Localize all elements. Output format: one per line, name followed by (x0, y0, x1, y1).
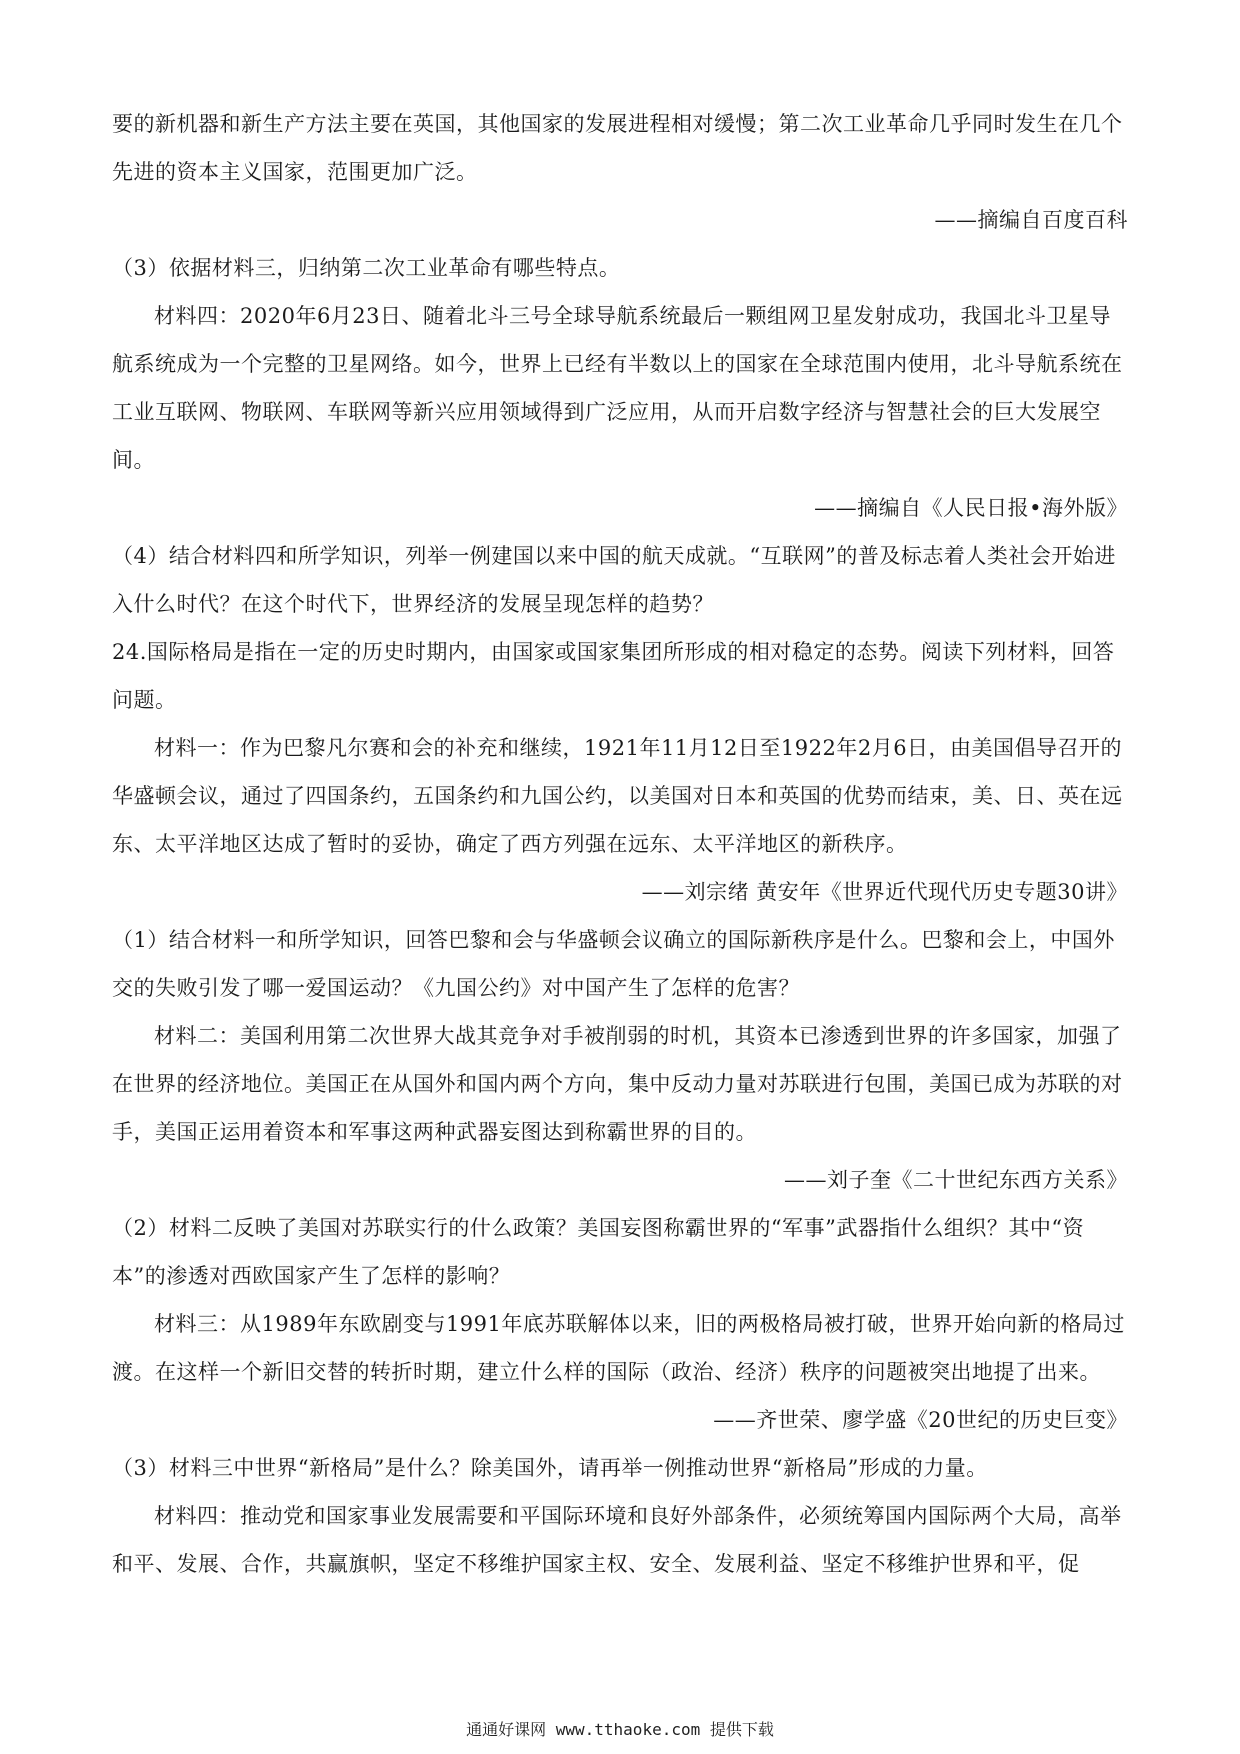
document-body (112, 100, 1128, 1588)
paragraph: 材料四：推动党和国家事业发展需要和平国际环境和良好外部条件，必须统筹国内国际两个大局，高举和平、发展、合作，共赢旗帜，坚定不移维护国家主权、安全、发展利益、坚定不移维护世界和平，促 (112, 1504, 1122, 1576)
paragraph: 材料二：美国利用第二次世界大战其竞争对手被削弱的时机，其资本已渗透到世界的许多国家，加强了在世界的经济地位。美国正在从国外和国内两个方向，集中反动力量对苏联进行包围，美国已成为苏联的对手，美国正运用着资本和军事这两种武器妄图达到称霸世界的目的。 (112, 1024, 1123, 1144)
page-footer: 通通好课网 www.tthaoke.com 提供下载 (466, 1720, 774, 1739)
paragraph: 材料一：作为巴黎凡尔赛和会的补充和继续，1921年11月12日至1922年2月6日，由美国倡导召开的华盛顿会议，通过了四国条约，五国条约和九国公约，以美国对日本和英国的优势而结束，美、日、英在远东、太平洋地区达成了暂时的妥协，确定了西方列强在远东、太平洋地区的新秩序。 (112, 736, 1123, 856)
source-citation: ——摘编自百度百科 (934, 208, 1128, 232)
paragraph: （1）结合材料一和所学知识，回答巴黎和会与华盛顿会议确立的国际新秩序是什么。巴黎和会上，中国外交的失败引发了哪一爱国运动？《九国公约》对中国产生了怎样的危害？ (112, 928, 1115, 1000)
source-citation: ——摘编自《人民日报•海外版》 (814, 496, 1128, 520)
paragraph: 材料三：从1989年东欧剧变与1991年底苏联解体以来，旧的两极格局被打破，世界开始向新的格局过渡。在这样一个新旧交替的转折时期，建立什么样的国际（政治、经济）秩序的问题被突出地提了出来。 (112, 1312, 1125, 1384)
paragraph: 要的新机器和新生产方法主要在英国，其他国家的发展进程相对缓慢；第二次工业革命几乎同时发生在几个先进的资本主义国家，范围更加广泛。 (112, 112, 1123, 184)
source-citation: ——刘宗绪 黄安年《世界近代现代历史专题30讲》 (641, 880, 1128, 904)
source-citation: ——齐世荣、廖学盛《20世纪的历史巨变》 (713, 1408, 1128, 1432)
paragraph: 材料四：2020年6月23日、随着北斗三号全球导航系统最后一颗组网卫星发射成功，我国北斗卫星导航系统成为一个完整的卫星网络。如今，世界上已经有半数以上的国家在全球范围内使用，北斗导航系统在工业互联网、物联网、车联网等新兴应用领域得到广泛应用，从而开启数字经济与智慧社会的巨大发展空间。 (112, 304, 1123, 472)
paragraph: （2）材料二反映了美国对苏联实行的什么政策？美国妄图称霸世界的“军事”武器指什么组织？其中“资本”的渗透对西欧国家产生了怎样的影响？ (112, 1216, 1085, 1288)
paragraph: （3）依据材料三，归纳第二次工业革命有哪些特点。 (112, 256, 621, 280)
paragraph: 24.国际格局是指在一定的历史时期内，由国家或国家集团所形成的相对稳定的态势。阅读下列材料，回答问题。 (112, 640, 1115, 712)
source-citation: ——刘子奎《二十世纪东西方关系》 (784, 1168, 1128, 1192)
paragraph: （3）材料三中世界“新格局”是什么？除美国外，请再举一例推动世界“新格局”形成的力量。 (112, 1456, 988, 1480)
paragraph: （4）结合材料四和所学知识，列举一例建国以来中国的航天成就。“互联网”的普及标志着人类社会开始进入什么时代？在这个时代下，世界经济的发展呈现怎样的趋势？ (112, 544, 1116, 616)
